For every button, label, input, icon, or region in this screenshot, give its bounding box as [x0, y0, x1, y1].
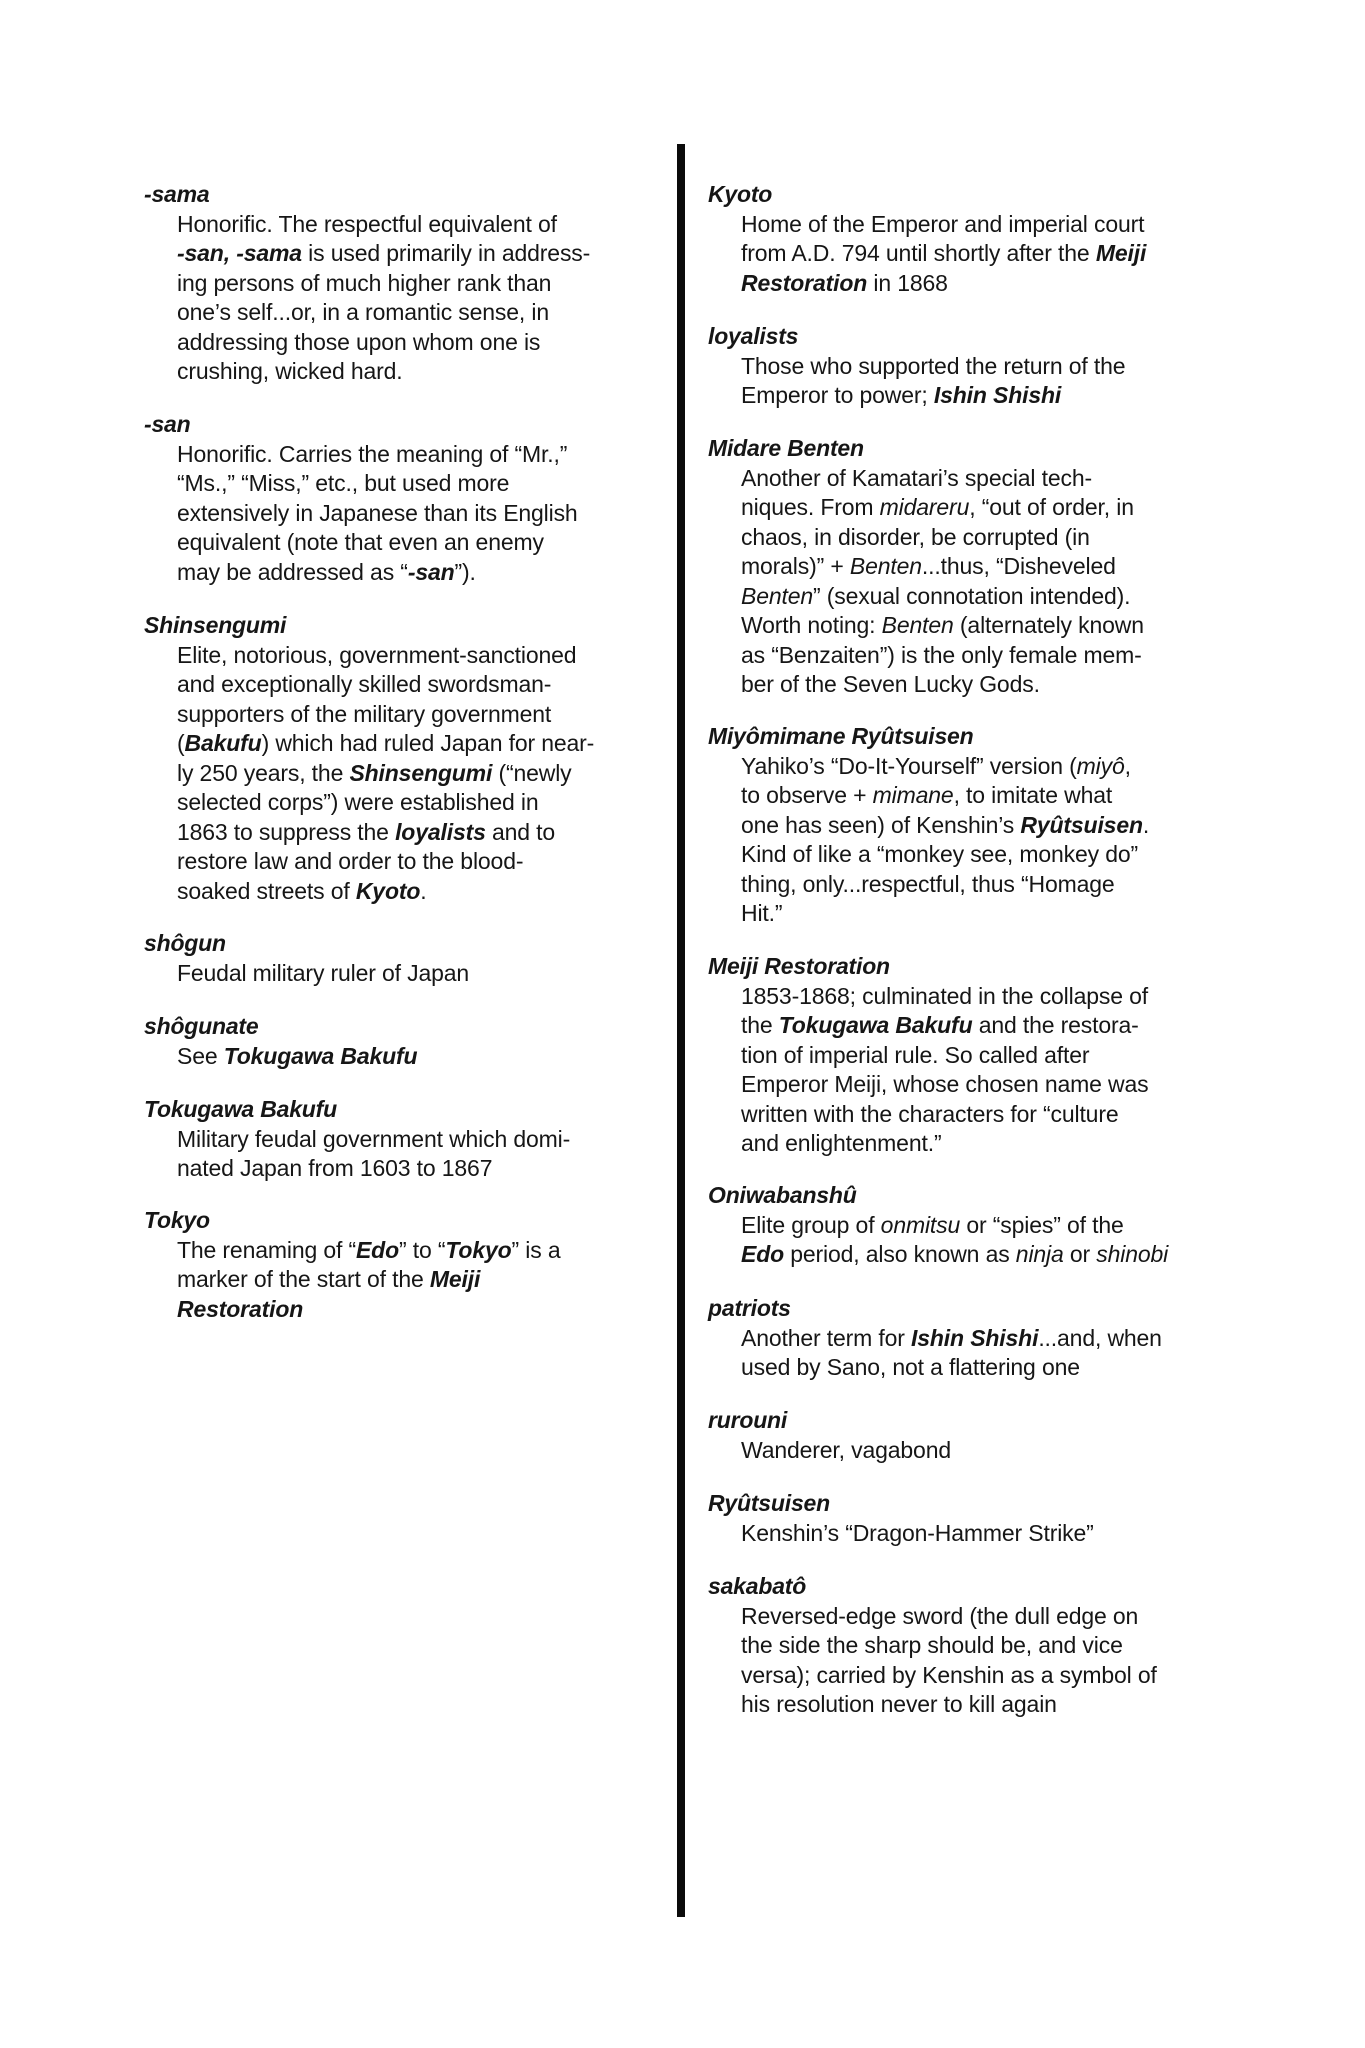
definition-line	[741, 1661, 1248, 1691]
text-run: used by Sano, not a flattering one	[741, 1354, 1080, 1380]
text-run: ” is a	[511, 1236, 561, 1263]
text-run: one’s self...or, in a romantic sense, in	[177, 299, 549, 325]
text-run: in 1868	[867, 269, 948, 296]
emphasized-term: shinobi	[1096, 1241, 1169, 1267]
text-run: the side the sharp should be, and vice	[741, 1632, 1123, 1658]
text-run: chaos, in disorder, be corrupted (in	[741, 523, 1090, 550]
definition-line	[741, 210, 1248, 240]
glossary-term: shôgunate	[144, 1013, 259, 1039]
glossary-entry	[708, 180, 1248, 298]
emphasized-term: Edo	[355, 1236, 399, 1263]
text-run: as “Benzaiten”) is the only female mem-	[741, 641, 1142, 668]
definition-line	[177, 210, 664, 240]
emphasized-term: Bakufu	[184, 730, 262, 756]
text-run: Emperor to power;	[741, 382, 934, 408]
text-run: .	[420, 877, 427, 904]
definition-line	[177, 729, 664, 759]
text-run: selected corps”) were established in	[177, 789, 539, 815]
definition-line	[741, 1436, 1248, 1466]
glossary-entry	[144, 1012, 664, 1071]
text-run: addressing those upon whom one is	[177, 328, 541, 355]
text-run: Honorific. The respectful equivalent of	[177, 210, 557, 237]
glossary-definition	[741, 1519, 1248, 1549]
glossary-entry	[144, 410, 664, 587]
definition-line	[741, 781, 1248, 811]
glossary-definition	[741, 1211, 1248, 1270]
definition-line	[741, 899, 1248, 929]
definition-line	[741, 1324, 1248, 1354]
definition-line	[177, 357, 664, 387]
definition-line	[741, 840, 1248, 870]
emphasized-term: Ishin Shishi	[911, 1324, 1039, 1351]
text-run: “Ms.,” “Miss,” etc., but used more	[177, 470, 510, 496]
text-run: ” (sexual connotation intended).	[813, 582, 1131, 609]
definition-line	[177, 1042, 664, 1072]
text-run: extensively in Japanese than its English	[177, 499, 578, 526]
text-run: his resolution never to kill again	[741, 1691, 1057, 1717]
text-run: and to	[485, 818, 556, 845]
definition-line	[741, 582, 1248, 612]
text-run: , “out of order, in	[969, 494, 1134, 520]
glossary-definition	[741, 1436, 1248, 1466]
text-run: to observe +	[741, 782, 873, 808]
text-run: versa); carried by Kenshin as a symbol of	[741, 1661, 1157, 1688]
glossary-term: Shinsengumi	[144, 612, 287, 638]
definition-line	[741, 493, 1248, 523]
emphasized-term: Benten	[881, 612, 954, 638]
emphasized-term: -sama	[236, 240, 302, 266]
text-run: Wanderer, vagabond	[741, 1436, 951, 1463]
text-run: ...and, when	[1038, 1324, 1162, 1351]
definition-line	[177, 440, 664, 470]
text-run: period, also known as	[784, 1241, 1016, 1267]
glossary-entry	[144, 929, 664, 988]
text-run: supporters of the military government	[177, 700, 552, 727]
glossary-definition	[741, 1602, 1248, 1720]
emphasized-term: Meiji	[429, 1266, 481, 1292]
definition-line	[741, 239, 1248, 269]
definition-line	[177, 528, 664, 558]
glossary-definition	[177, 1236, 664, 1325]
text-run: ”).	[454, 558, 476, 585]
text-run: ) which had ruled Japan for near-	[261, 730, 595, 756]
definition-line	[177, 469, 664, 499]
text-run: the	[741, 1012, 779, 1038]
definition-line	[741, 523, 1248, 553]
glossary-entry	[708, 1294, 1248, 1383]
definition-line	[177, 239, 664, 269]
glossary-entry	[708, 722, 1248, 929]
glossary-entry	[708, 952, 1248, 1159]
emphasized-term: onmitsu	[880, 1211, 961, 1238]
definition-line	[177, 298, 664, 328]
glossary-definition	[741, 752, 1248, 929]
glossary-term: sakabatô	[708, 1573, 807, 1599]
definition-line	[177, 1295, 664, 1325]
definition-line	[741, 1519, 1248, 1549]
definition-line	[177, 328, 664, 358]
text-run: (alternately known	[953, 612, 1144, 638]
emphasized-term: -san,	[177, 240, 230, 266]
glossary-entry	[144, 1095, 664, 1184]
definition-line	[741, 1240, 1248, 1270]
glossary-entry	[708, 1406, 1248, 1465]
definition-line	[177, 1125, 664, 1155]
emphasized-term: miyô	[1076, 752, 1125, 779]
definition-line	[741, 1211, 1248, 1241]
glossary-term: Miyômimane Ryûtsuisen	[708, 723, 974, 749]
text-run: Feudal military ruler of Japan	[177, 959, 470, 986]
column-divider	[677, 144, 685, 1917]
definition-line	[741, 552, 1248, 582]
definition-line	[741, 1631, 1248, 1661]
text-run: Elite group of	[741, 1211, 881, 1238]
glossary-term: loyalists	[708, 323, 799, 349]
emphasized-term: Restoration	[177, 1295, 304, 1322]
definition-line	[177, 847, 664, 877]
emphasized-term: Tokugawa Bakufu	[223, 1042, 418, 1069]
text-run: (	[177, 730, 185, 756]
text-run: Kind of like a “monkey see, monkey do”	[741, 841, 1138, 867]
text-run: equivalent (note that even an enemy	[177, 529, 544, 555]
text-run: ” to “	[398, 1236, 446, 1263]
definition-line	[741, 1690, 1248, 1720]
glossary-definition	[177, 210, 664, 387]
glossary-entry	[708, 434, 1248, 700]
text-run: written with the characters for “culture	[741, 1100, 1119, 1127]
glossary-entry	[708, 322, 1248, 411]
definition-line	[741, 1011, 1248, 1041]
emphasized-term: Tokyo	[445, 1236, 512, 1263]
definition-line	[741, 641, 1248, 671]
text-run: Elite, notorious, government-sanctioned	[177, 641, 577, 668]
text-run: and the restora-	[972, 1012, 1139, 1038]
glossary-term: -sama	[144, 181, 210, 207]
emphasized-term: Meiji	[1095, 240, 1147, 266]
definition-line	[741, 352, 1248, 382]
glossary-definition	[741, 982, 1248, 1159]
definition-line	[177, 1154, 664, 1184]
text-run: Worth noting:	[741, 612, 882, 638]
definition-line	[177, 818, 664, 848]
glossary-definition	[177, 440, 664, 588]
definition-line	[741, 982, 1248, 1012]
definition-line	[741, 1353, 1248, 1383]
text-run: or	[1063, 1241, 1097, 1267]
text-run: crushing, wicked hard.	[177, 358, 403, 384]
glossary-entry	[708, 1489, 1248, 1548]
text-run: (“newly	[492, 759, 572, 786]
text-run: and exceptionally skilled swordsman-	[177, 671, 552, 697]
definition-line	[177, 959, 664, 989]
text-run: soaked streets of	[177, 877, 356, 904]
glossary-term: rurouni	[708, 1407, 788, 1433]
definition-line	[177, 877, 664, 907]
glossary-term: -san	[144, 411, 191, 437]
definition-line	[177, 499, 664, 529]
text-run: ...thus, “Disheveled	[921, 553, 1116, 579]
text-run: ing persons of much higher rank than	[177, 269, 552, 296]
definition-line	[741, 1070, 1248, 1100]
definition-line	[741, 1602, 1248, 1632]
text-run: ly 250 years, the	[177, 759, 350, 786]
text-run: 1863 to suppress the	[177, 818, 396, 845]
text-run: The renaming of “	[177, 1236, 356, 1263]
text-run: nated Japan from 1603 to 1867	[177, 1155, 493, 1181]
glossary-term: shôgun	[144, 930, 226, 956]
text-run: .	[1142, 811, 1150, 838]
text-run: Another of Kamatari’s special tech-	[741, 464, 1093, 491]
emphasized-term: ninja	[1015, 1241, 1064, 1267]
glossary-definition	[741, 464, 1248, 700]
glossary-term: Oniwabanshû	[708, 1182, 857, 1208]
text-run: morals)” +	[741, 553, 850, 579]
text-run: Military feudal government which domi-	[177, 1125, 571, 1152]
definition-line	[741, 670, 1248, 700]
text-run: See	[177, 1042, 224, 1069]
emphasized-term: Ishin Shishi	[933, 382, 1062, 408]
definition-line	[177, 670, 664, 700]
definition-line	[741, 381, 1248, 411]
glossary-definition	[741, 352, 1248, 411]
glossary-definition	[741, 1324, 1248, 1383]
definition-line	[741, 269, 1248, 299]
text-run: ber of the Seven Lucky Gods.	[741, 671, 1040, 697]
definition-line	[741, 811, 1248, 841]
emphasized-term: midareru	[879, 494, 970, 520]
emphasized-term: Kyoto	[355, 877, 421, 904]
glossary-entry	[708, 1572, 1248, 1720]
definition-line	[177, 641, 664, 671]
definition-line	[177, 759, 664, 789]
glossary-definition	[741, 210, 1248, 299]
glossary-definition	[177, 1125, 664, 1184]
glossary-entry	[708, 1181, 1248, 1270]
definition-line	[177, 269, 664, 299]
glossary-term: patriots	[708, 1295, 791, 1321]
text-run: Another term for	[741, 1324, 912, 1351]
emphasized-term: Tokugawa Bakufu	[778, 1012, 973, 1038]
text-run: and enlightenment.”	[741, 1130, 942, 1156]
glossary-term: Ryûtsuisen	[708, 1490, 830, 1516]
text-run: Home of the Emperor and imperial court	[741, 210, 1145, 237]
glossary-definition	[177, 641, 664, 907]
text-run: Emperor Meiji, whose chosen name was	[741, 1071, 1149, 1097]
text-run: Reversed-edge sword (the dull edge on	[741, 1602, 1139, 1629]
definition-line	[177, 1265, 664, 1295]
emphasized-term: Restoration	[741, 269, 868, 296]
emphasized-term: mimane	[872, 782, 954, 808]
definition-line	[741, 1100, 1248, 1130]
glossary-term: Tokyo	[144, 1207, 210, 1233]
glossary-term: Kyoto	[708, 181, 773, 207]
glossary-term: Meiji Restoration	[708, 953, 890, 979]
definition-line	[741, 1041, 1248, 1071]
text-run: niques. From	[741, 494, 880, 520]
emphasized-term: Edo	[741, 1241, 784, 1267]
text-run: restore law and order to the blood-	[177, 848, 524, 874]
text-run: ,	[1124, 752, 1131, 779]
definition-line	[177, 1236, 664, 1266]
definition-line	[741, 870, 1248, 900]
definition-line	[741, 752, 1248, 782]
glossary-term: Tokugawa Bakufu	[144, 1096, 337, 1122]
emphasized-term: Shinsengumi	[349, 759, 493, 786]
text-run: tion of imperial rule. So called after	[741, 1041, 1090, 1068]
emphasized-term: Benten	[849, 553, 922, 579]
glossary-entry	[144, 1206, 664, 1324]
definition-line	[177, 788, 664, 818]
text-run: marker of the start of the	[177, 1266, 430, 1292]
emphasized-term: loyalists	[395, 818, 486, 845]
text-run: from A.D. 794 until shortly after the	[741, 240, 1096, 266]
emphasized-term: Ryûtsuisen	[1020, 811, 1143, 838]
definition-line	[177, 700, 664, 730]
glossary-term: Midare Benten	[708, 435, 864, 461]
text-run: Kenshin’s “Dragon-Hammer Strike”	[741, 1519, 1094, 1546]
definition-line	[741, 464, 1248, 494]
text-run: Hit.”	[741, 900, 783, 926]
text-run: may be addressed as “	[177, 558, 408, 585]
text-run: Honorific. Carries the meaning of “Mr.,”	[177, 440, 568, 467]
text-run: 1853-1868; culminated in the collapse of	[741, 982, 1149, 1009]
glossary-entry	[144, 611, 664, 906]
glossary-entry	[144, 180, 664, 387]
definition-line	[741, 1129, 1248, 1159]
text-run: is used primarily in address-	[301, 240, 591, 266]
definition-line	[741, 611, 1248, 641]
emphasized-term: -san	[407, 558, 455, 585]
text-run: Those who supported the return of the	[741, 352, 1126, 379]
text-run: one has seen) of Kenshin’s	[741, 811, 1021, 838]
text-run: thing, only...respectful, thus “Homage	[741, 870, 1115, 897]
text-run: or “spies” of the	[960, 1211, 1124, 1238]
glossary-definition	[177, 1042, 664, 1072]
text-run: Yahiko’s “Do-It-Yourself” version (	[741, 752, 1077, 779]
glossary-definition	[177, 959, 664, 989]
definition-line	[177, 558, 664, 588]
emphasized-term: Benten	[741, 582, 813, 609]
text-run: , to imitate what	[953, 782, 1113, 808]
